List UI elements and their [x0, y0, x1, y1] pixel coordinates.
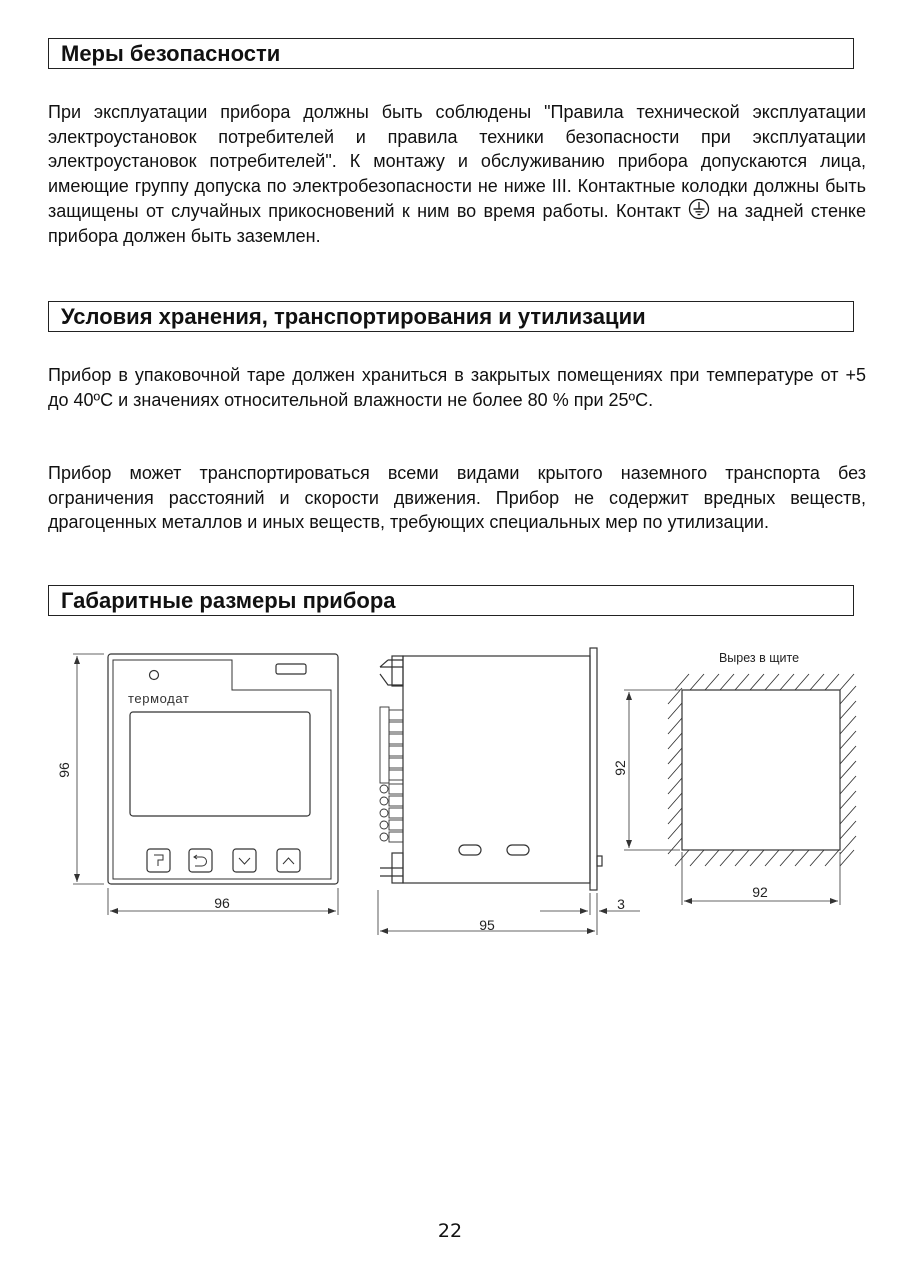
- storage-paragraph-2: Прибор может транспортироваться всеми видами крытого наземного транспорта без ограничения расстояний и скорости движения. Прибор не содержит вредных веществ, драгоценных металлов и иных веществ, требующих специальных мер по утилизации.: [48, 463, 866, 532]
- cutout-caption: Вырез в щите: [718, 651, 800, 665]
- section-title-dimensions: Габаритные размеры прибора: [48, 585, 854, 616]
- section-title-storage: Условия хранения, транспортирования и утилизации: [48, 301, 854, 332]
- front-width-label: 96: [214, 895, 230, 911]
- brand-label: термодат: [128, 691, 190, 706]
- dimensions-figure: [0, 640, 900, 940]
- ground-icon: [688, 198, 710, 220]
- cutout-height-label: 92: [612, 760, 628, 776]
- page-number: 22: [437, 1220, 463, 1242]
- cutout-width-label: 92: [752, 884, 768, 900]
- panel-cutout-view: [624, 674, 858, 905]
- down-key-icon: [233, 849, 256, 872]
- back-key-icon: [189, 849, 212, 872]
- front-height-label: 96: [56, 762, 72, 778]
- section-title-safety: Меры безопасности: [48, 38, 854, 69]
- side-view: [378, 648, 640, 935]
- side-flange-label: 3: [617, 896, 625, 912]
- up-key-icon: [277, 849, 300, 872]
- storage-paragraph-1: Прибор в упаковочной таре должен храниться в закрытых помещениях при температуре от +5 до 40ºС и значениях относительной влажности не более 80 % при 25ºС.: [48, 365, 866, 410]
- front-view: [73, 654, 338, 915]
- side-depth-label: 95: [479, 917, 495, 933]
- safety-text-part2: на задней стенке прибора должен быть заземлен.: [48, 201, 866, 246]
- safety-paragraph: [48, 100, 866, 248]
- safety-text-part1: При эксплуатации прибора должны быть соблюдены "Правила технической эксплуатации электроустановок потребителей и правила техники безопасности при эксплуатации электроустановок потребителей". К монтажу и обслуживанию прибора допускаются лица, имеющие группу допуска по электробезопасности не ниже III. Контактные колодки должны быть защищены от случайных прикосновений к ним во время работы. Контакт: [48, 102, 866, 221]
